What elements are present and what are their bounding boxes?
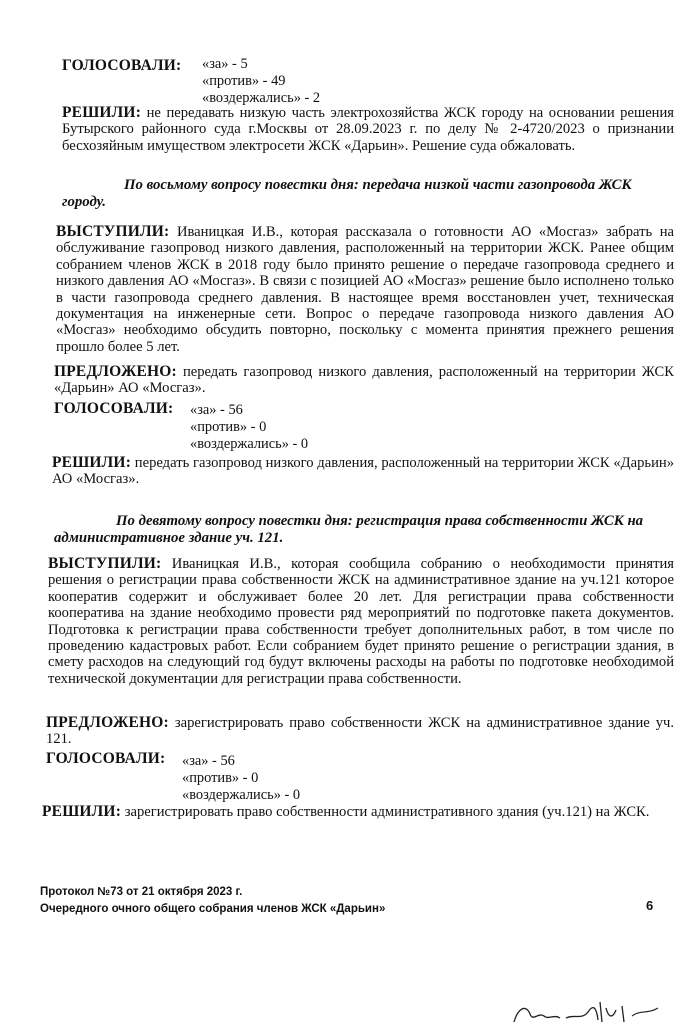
sec9-voted-label: ГОЛОСОВАЛИ: (46, 750, 166, 767)
sec9-spoke (48, 556, 674, 687)
vote-against: «против» - 49 (202, 73, 286, 89)
vote-abstained: «воздержались» - 0 (190, 436, 309, 452)
proposed-text: передать газопровод низкого давления, расположенный на территории ЖСК «Дарьин» АО «Мосгаз». (54, 364, 674, 397)
sec8-spoke (56, 224, 674, 355)
vote-against: «против» - 0 (190, 419, 267, 435)
sec8-votes (190, 402, 308, 453)
decided-label: РЕШИЛИ: (42, 803, 122, 820)
sec9-decided (42, 804, 674, 820)
spoke-label: ВЫСТУПИЛИ: (48, 555, 162, 572)
decided-text: не передавать низкую часть электрохозяйства ЖСК городу на основании решения Бутырского районного суда г.Москвы от 28.09.2023 г. по делу № 2-4720/2023 о признании бесхозяйным имуществом электросети ЖСК «Дарьин». Решение суда обжаловать. (62, 105, 674, 154)
footer (40, 884, 385, 918)
vote-against: «против» - 0 (182, 770, 259, 786)
decided-text: передать газопровод низкого давления, расположенный на территории ЖСК «Дарьин» АО «Мосгаз». (52, 455, 674, 488)
sec8-proposed (54, 364, 674, 397)
proposed-label: ПРЕДЛОЖЕНО: (46, 714, 169, 731)
sec8-voted-label: ГОЛОСОВАЛИ: (54, 400, 174, 417)
sec9-proposed (46, 715, 674, 748)
sec7-decided (62, 105, 674, 154)
proposed-text: зарегистрировать право собственности ЖСК на административное здание уч. 121. (46, 715, 674, 748)
spoke-text: Иваницкая И.В., которая рассказала о готовности АО «Мосгаз» забрать на обслуживание газопровод низкого давления, расположенный на территории ЖСК. Ранее общим собранием членов ЖСК в 2018 году было принято решение о передаче газопровода среднего и низкого давления АО «Мосгаз». В связи с позицией АО «Мосгаз» решение было исполнено только в части газопровода среднего давления. В настоящее время восстановлен учет, техническая документация на инженерные сети. Вопрос о передаче газопровода низкого давления АО «Мосгаз» необходимо обсудить повторно, поскольку с момента принятия прежнего решения прошло более 5 лет. (56, 224, 674, 355)
vote-abstained: «воздержались» - 0 (182, 787, 301, 803)
proposed-label: ПРЕДЛОЖЕНО: (54, 363, 177, 380)
decided-label: РЕШИЛИ: (52, 454, 132, 471)
page-number: 6 (646, 898, 654, 913)
signature (508, 994, 678, 1024)
spoke-label: ВЫСТУПИЛИ: (56, 223, 170, 240)
sec9-votes (182, 753, 300, 804)
decided-label: РЕШИЛИ: (62, 104, 142, 121)
decided-text: зарегистрировать право собственности административного здания (уч.121) на ЖСК. (124, 804, 650, 820)
vote-for: «за» - 56 (182, 753, 235, 769)
sec7-voted-label: ГОЛОСОВАЛИ: (62, 57, 182, 74)
vote-for: «за» - 5 (202, 56, 248, 72)
vote-abstained: «воздержались» - 2 (202, 90, 321, 106)
footer-protocol: Протокол №73 от 21 октября 2023 г. (40, 886, 243, 898)
sec7-votes (202, 56, 320, 107)
sec8-heading: По восьмому вопросу повестки дня: передача низкой части газопровода ЖСК городу. (62, 177, 632, 210)
footer-meeting: Очередного очного общего собрания членов ЖСК «Дарьин» (40, 903, 386, 915)
spoke-text: Иваницкая И.В., которая сообщила собранию о необходимости принятия решения о регистрации права собственности ЖСК на административное здание на уч.121 которое кооператив содержит и обслуживает более 20 лет. Для регистрации права собственности кооператива на здание необходимо провести ряд мероприятий по подготовке пакета документов. Подготовка к регистрации права собственности требует дополнительных работ, в том числе по проведению кадастровых работ. Если собранием будет принято решение о регистрации здания, в смету расходов на следующий год будут включены расходы на работы по подготовке необходимой технической документации для регистрации права собственности. (48, 556, 674, 687)
sec9-heading: По девятому вопросу повестки дня: регистрация права собственности ЖСК на административное здание уч. 121. (54, 513, 644, 546)
sec8-decided (52, 455, 674, 488)
vote-for: «за» - 56 (190, 402, 243, 418)
